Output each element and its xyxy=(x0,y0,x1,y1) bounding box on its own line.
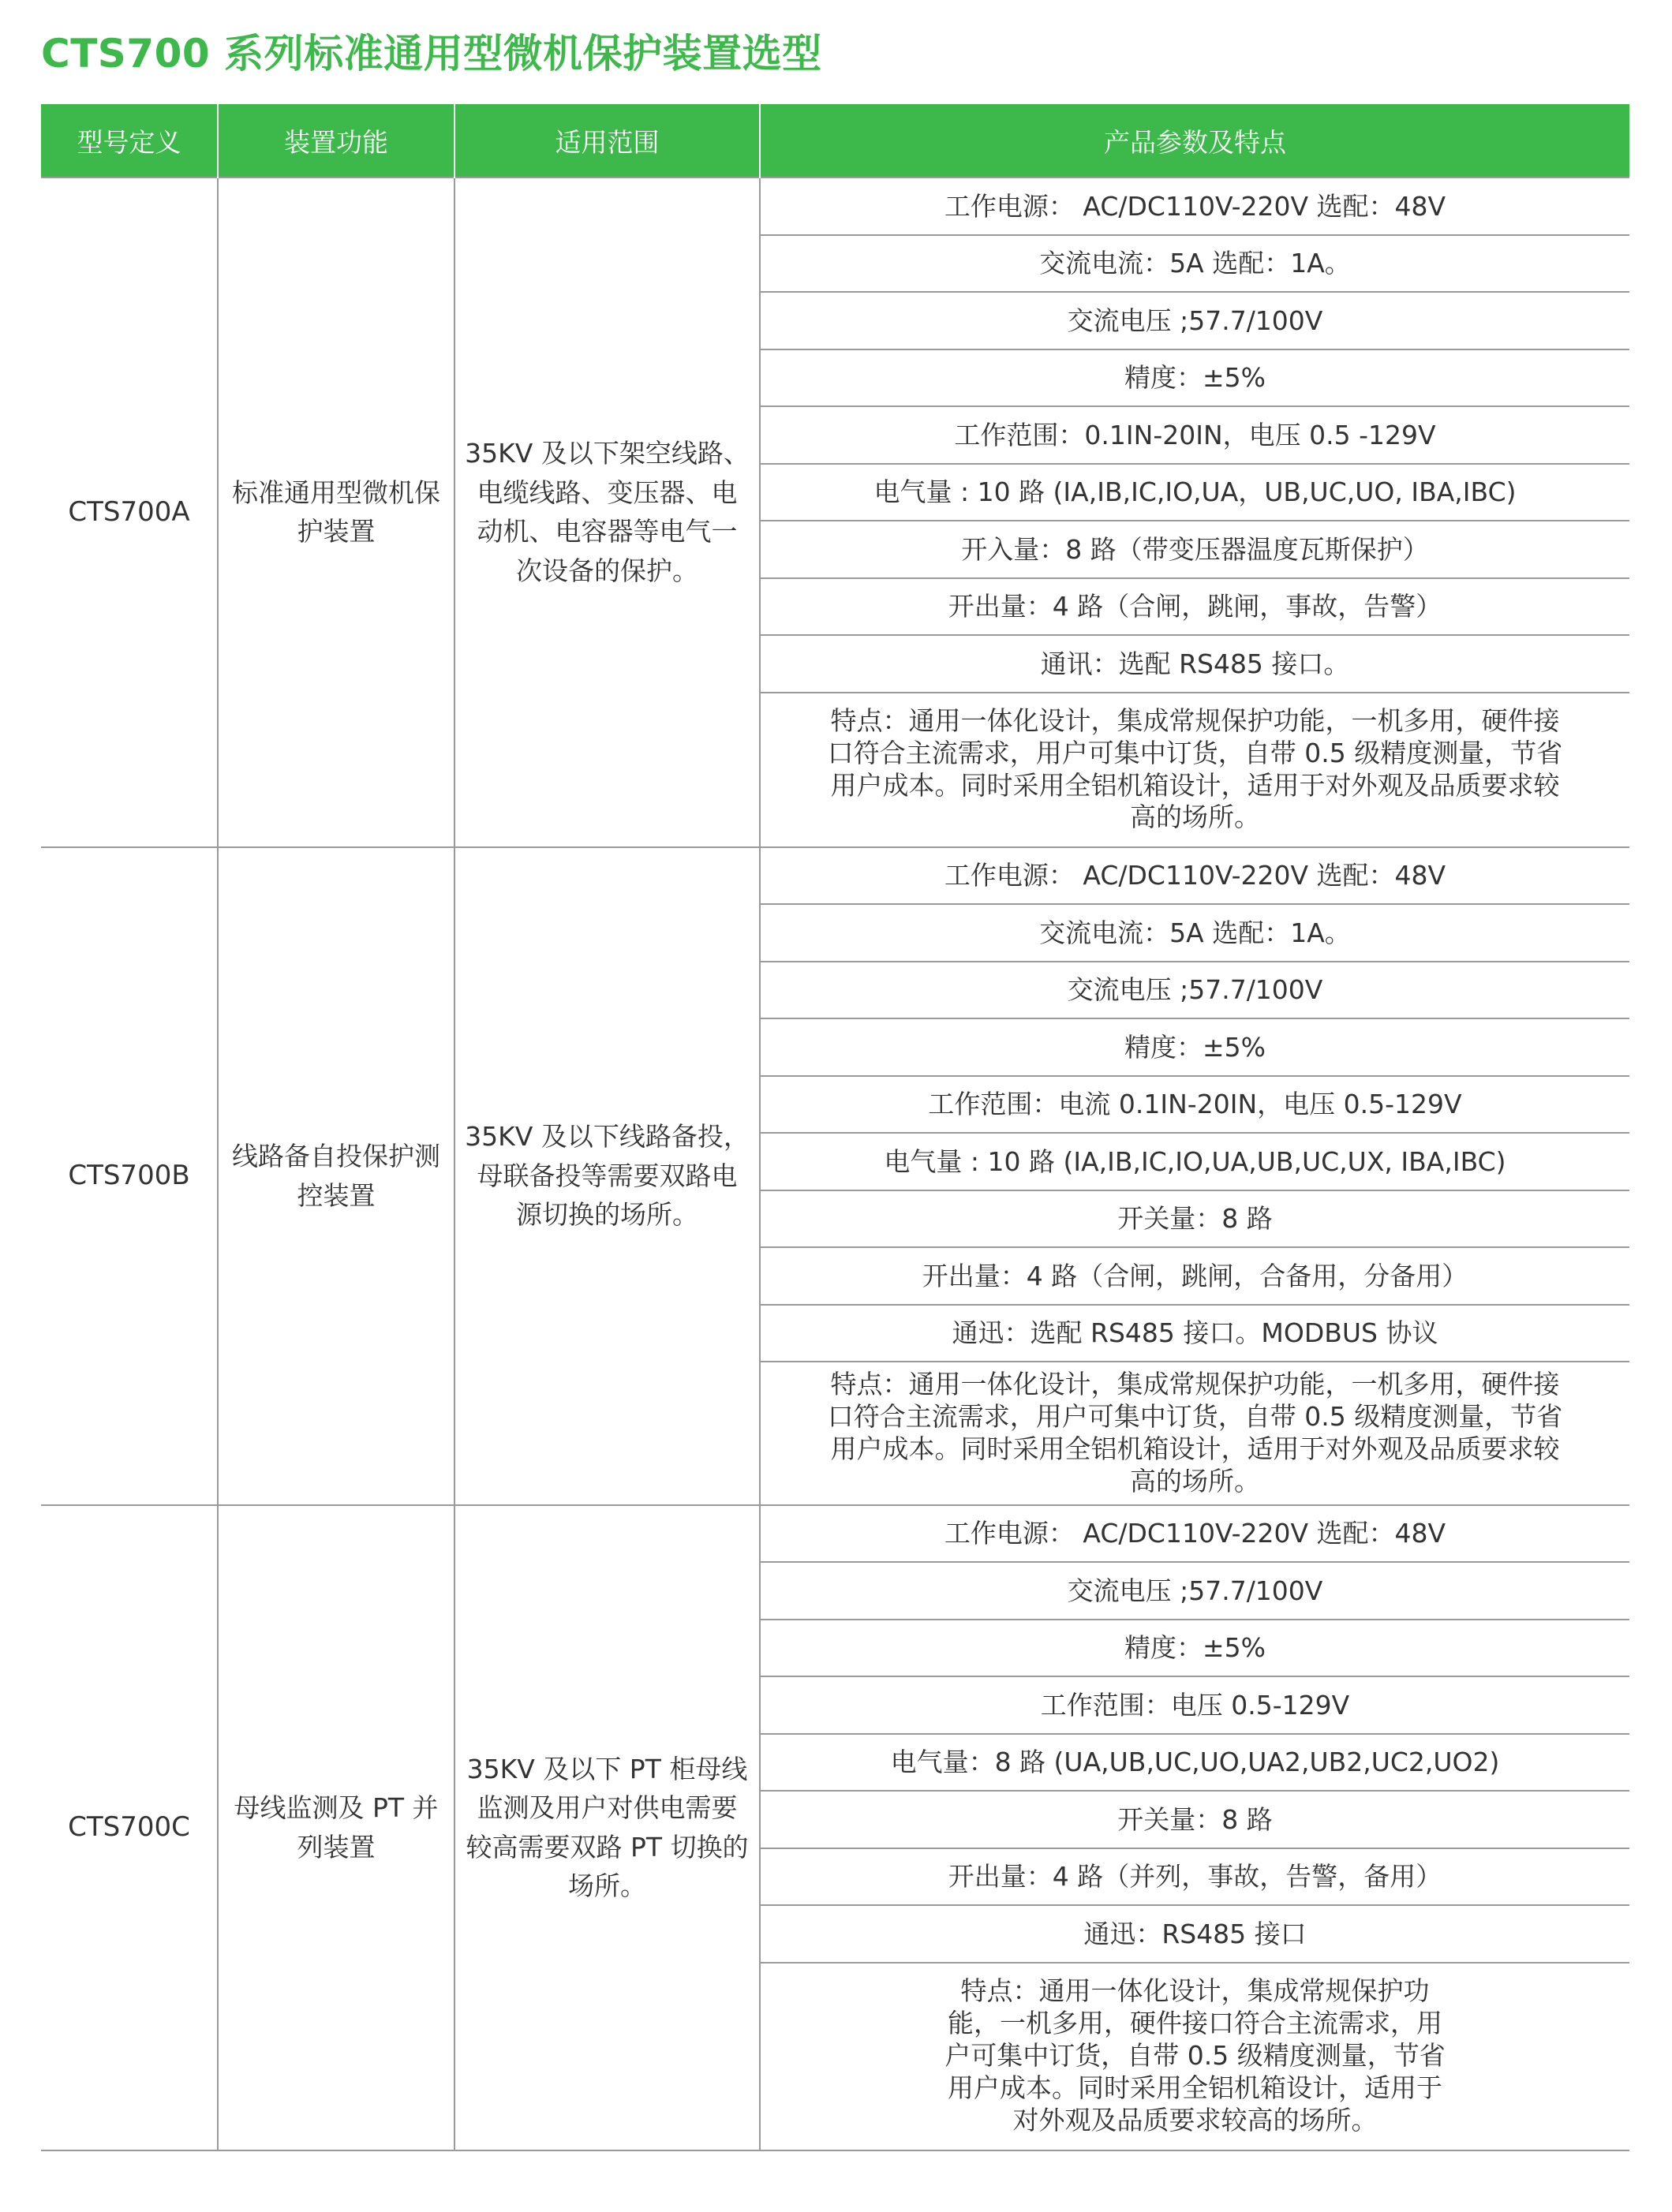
param-cell: 精度：±5% xyxy=(760,349,1629,407)
column-header-params: 产品参数及特点 xyxy=(760,104,1629,177)
function-cell: 母线监测及 PT 并列装置 xyxy=(218,1505,454,2150)
product-group-cts700b xyxy=(41,847,1629,1505)
features-cell: 特点：通用一体化设计，集成常规保护功能，一机多用，硬件接口符合主流需求，用户可集中订货，自带 0.5 级精度测量，节省用户成本。同时采用全铝机箱设计，适用于对外观及品质要求较高的场所。 xyxy=(760,693,1629,847)
param-cell: 开出量：4 路（合闸，跳闸，事故，告警） xyxy=(760,578,1629,636)
features-cell: 特点：通用一体化设计，集成常规保护功能，一机多用，硬件接口符合主流需求，用户可集中订货，自带 0.5 级精度测量，节省用户成本。同时采用全铝机箱设计，适用于对外观及品质要求较高的场所。 xyxy=(760,1362,1629,1505)
table-header-row xyxy=(41,104,1629,177)
param-cell: 工作电源： AC/DC110V-220V 选配：48V xyxy=(760,1505,1629,1563)
product-group-cts700a xyxy=(41,177,1629,847)
param-cell: 工作电源： AC/DC110V-220V 选配：48V xyxy=(760,177,1629,235)
table-row xyxy=(41,847,1629,905)
param-cell: 工作范围：电流 0.1IN-20IN，电压 0.5-129V xyxy=(760,1076,1629,1134)
param-cell: 交流电流：5A 选配：1A。 xyxy=(760,904,1629,962)
param-cell: 通讯：选配 RS485 接口。 xyxy=(760,635,1629,693)
product-group-cts700c xyxy=(41,1505,1629,2150)
param-cell: 工作范围：电压 0.5-129V xyxy=(760,1676,1629,1734)
param-cell: 开入量：8 路（带变压器温度瓦斯保护） xyxy=(760,521,1629,578)
table-row xyxy=(41,177,1629,235)
param-cell: 开关量：8 路 xyxy=(760,1791,1629,1848)
model-cell: CTS700B xyxy=(41,847,218,1505)
scope-cell: 35KV 及以下架空线路、电缆线路、变压器、电动机、电容器等电气一次设备的保护。 xyxy=(454,177,760,847)
param-cell: 开出量：4 路（并列，事故，告警，备用） xyxy=(760,1848,1629,1906)
column-header-model: 型号定义 xyxy=(41,104,218,177)
param-cell: 精度：±5% xyxy=(760,1620,1629,1677)
model-cell: CTS700C xyxy=(41,1505,218,2150)
function-cell: 标准通用型微机保护装置 xyxy=(218,177,454,847)
function-cell: 线路备自投保护测控装置 xyxy=(218,847,454,1505)
param-cell: 电气量：8 路 (UA,UB,UC,UO,UA2,UB2,UC2,UO2) xyxy=(760,1734,1629,1792)
param-cell: 开出量：4 路（合闸，跳闸，合备用，分备用） xyxy=(760,1247,1629,1305)
param-cell: 工作电源： AC/DC110V-220V 选配：48V xyxy=(760,847,1629,905)
page-title: CTS700 系列标准通用型微机保护装置选型 xyxy=(41,31,822,77)
param-cell: 交流电流：5A 选配：1A。 xyxy=(760,235,1629,293)
param-cell: 交流电压 ;57.7/100V xyxy=(760,962,1629,1019)
features-cell: 特点：通用一体化设计，集成常规保护功能，一机多用，硬件接口符合主流需求，用户可集中订货，自带 0.5 级精度测量，节省用户成本。同时采用全铝机箱设计，适用于对外观及品质要求较高的场所。 xyxy=(760,1963,1629,2150)
table-row xyxy=(41,1505,1629,1563)
selection-table xyxy=(41,104,1629,2151)
scope-cell: 35KV 及以下 PT 柜母线监测及用户对供电需要较高需要双路 PT 切换的场所。 xyxy=(454,1505,760,2150)
param-cell: 精度：±5% xyxy=(760,1018,1629,1076)
param-cell: 电气量 : 10 路 (IA,IB,IC,IO,UA,UB,UC,UX, IBA,IBC) xyxy=(760,1133,1629,1190)
param-cell: 交流电压 ;57.7/100V xyxy=(760,292,1629,349)
model-cell: CTS700A xyxy=(41,177,218,847)
scope-cell: 35KV 及以下线路备投，母联备投等需要双路电源切换的场所。 xyxy=(454,847,760,1505)
column-header-scope: 适用范围 xyxy=(454,104,760,177)
column-header-function: 装置功能 xyxy=(218,104,454,177)
param-cell: 开关量：8 路 xyxy=(760,1190,1629,1248)
param-cell: 通迅：RS485 接口 xyxy=(760,1905,1629,1963)
param-cell: 工作范围：0.1IN-20IN，电压 0.5 -129V xyxy=(760,406,1629,464)
param-cell: 交流电压 ;57.7/100V xyxy=(760,1562,1629,1620)
param-cell: 通迅：选配 RS485 接口。MODBUS 协议 xyxy=(760,1305,1629,1362)
param-cell: 电气量 : 10 路 (IA,IB,IC,IO,UA，UB,UC,UO, IBA,IBC) xyxy=(760,464,1629,521)
